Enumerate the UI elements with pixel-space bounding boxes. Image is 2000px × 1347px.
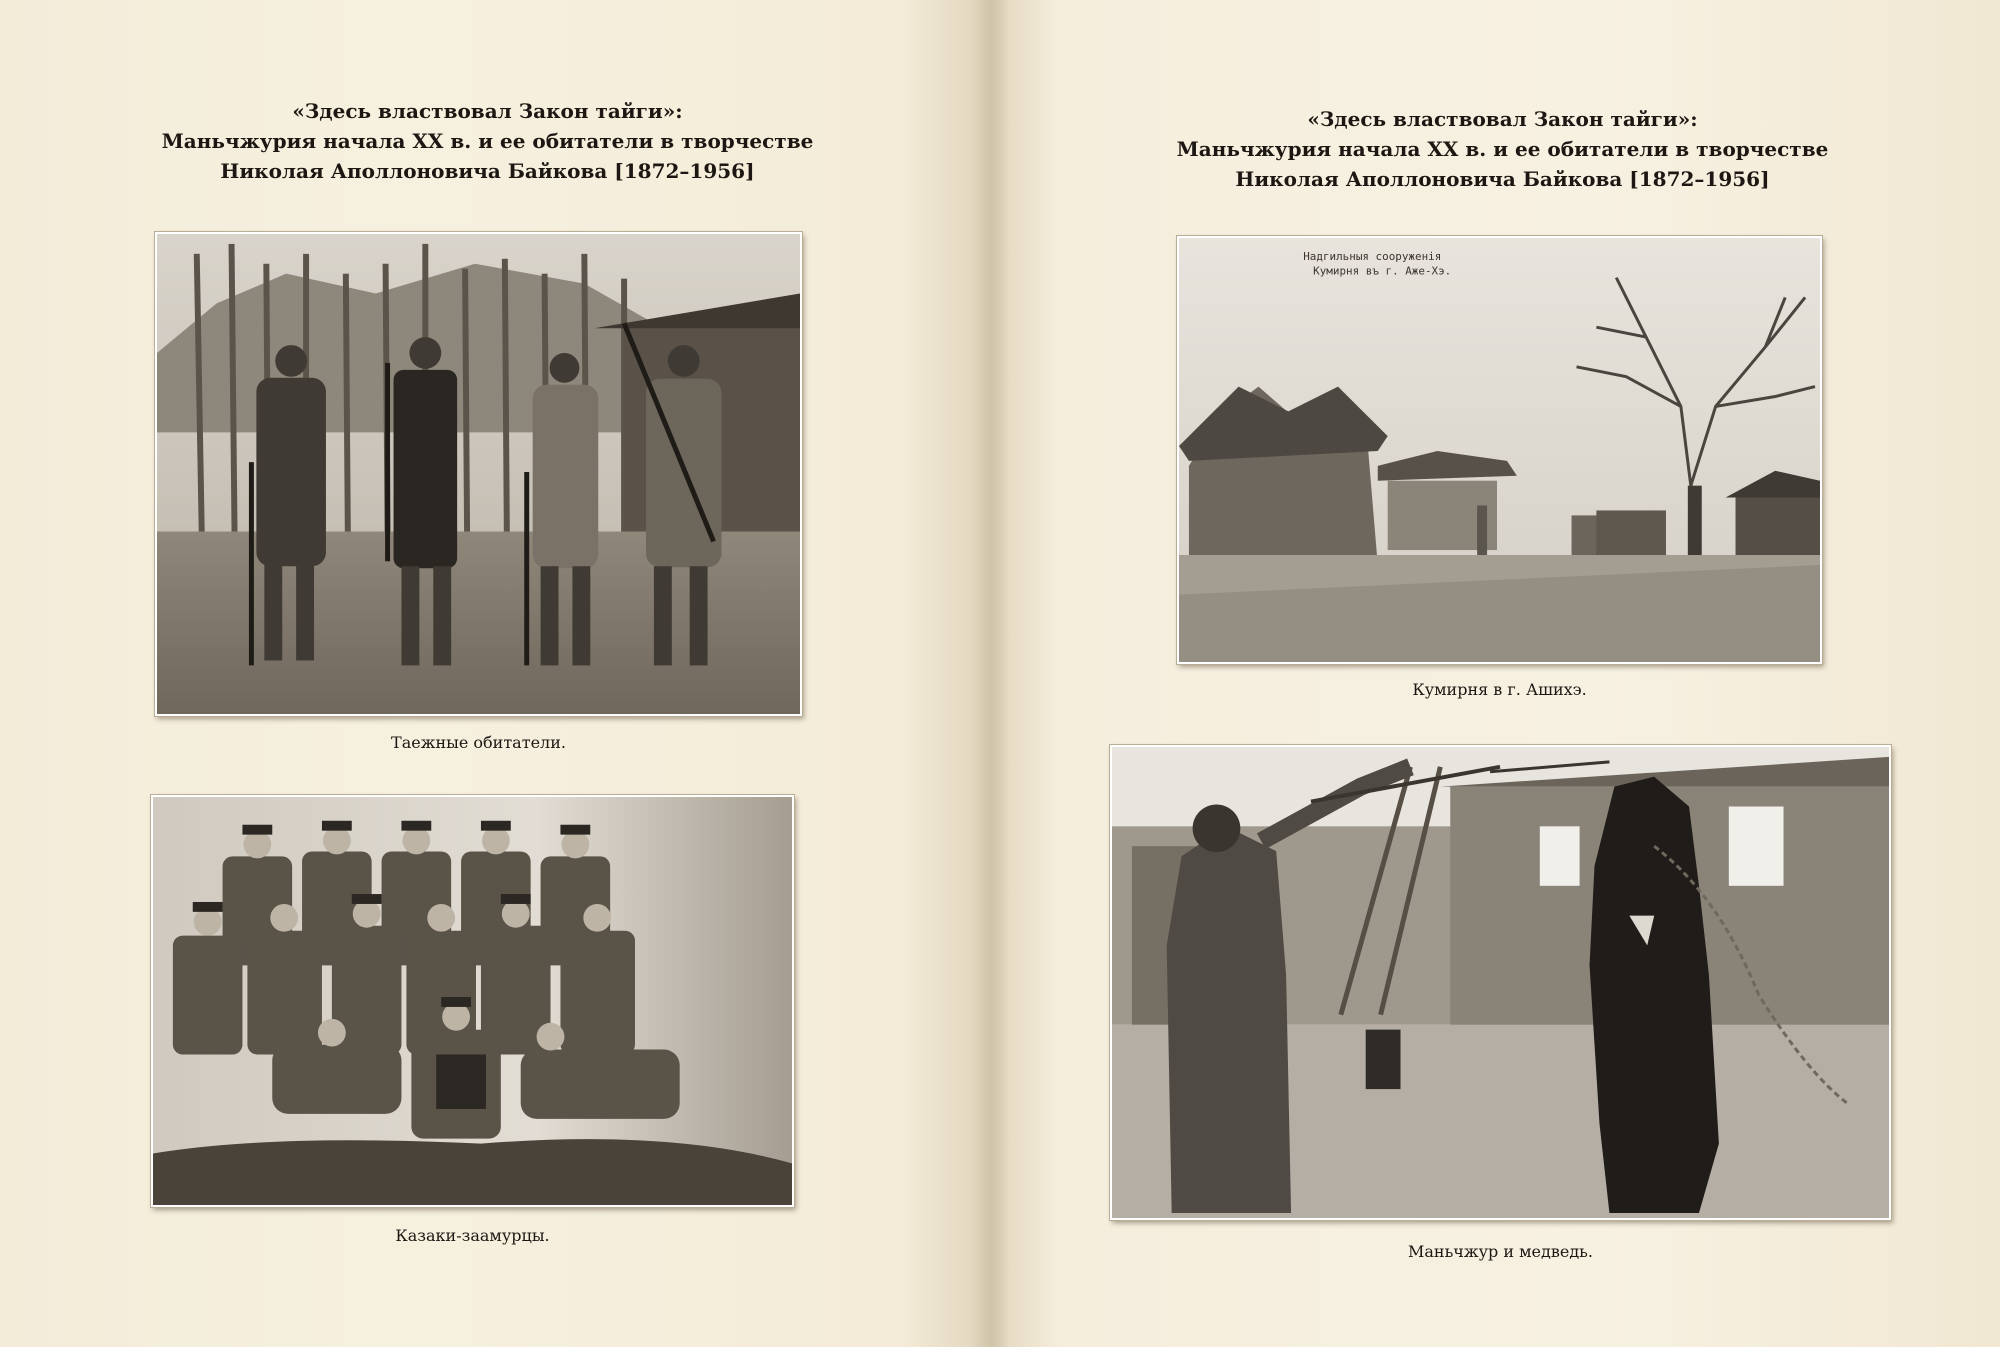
taiga-photo-image <box>157 234 800 714</box>
photo-caption: Маньчжур и медведь. <box>1408 1242 1593 1261</box>
title-line: «Здесь властвовал Закон тайги»: <box>1307 107 1698 131</box>
bear-photo-image <box>1112 747 1889 1218</box>
postcard-inscription: Кумирня въ г. Аже-Хэ. <box>1313 264 1452 278</box>
title-line: «Здесь властвовал Закон тайги»: <box>292 99 683 123</box>
title-line: Маньчжурия начала XX в. и ее обитатели в творчестве <box>1176 137 1829 161</box>
postcard-inscription: Надгильныя сооруженія <box>1303 249 1442 263</box>
photo-taiga-inhabitants <box>155 232 802 716</box>
title-line: Маньчжурия начала XX в. и ее обитатели в творчестве <box>161 129 814 153</box>
temple-photo-image <box>1179 238 1820 662</box>
cossacks-photo-image <box>153 797 792 1205</box>
page-title <box>100 96 875 186</box>
photo-zaamur-cossacks <box>151 795 794 1207</box>
left-page <box>0 0 975 1347</box>
title-line: Николая Аполлоновича Байкова [1872–1956] <box>220 159 755 183</box>
photo-ashihe-temple <box>1177 236 1822 664</box>
photo-caption: Таежные обитатели. <box>391 733 566 752</box>
photo-manchu-and-bear <box>1110 745 1891 1220</box>
right-page <box>1005 0 2000 1347</box>
photo-caption: Казаки-заамурцы. <box>395 1226 550 1245</box>
page-title <box>1105 104 1900 194</box>
title-line: Николая Аполлоновича Байкова [1872–1956] <box>1235 167 1770 191</box>
photo-caption: Кумирня в г. Ашихэ. <box>1412 680 1587 699</box>
